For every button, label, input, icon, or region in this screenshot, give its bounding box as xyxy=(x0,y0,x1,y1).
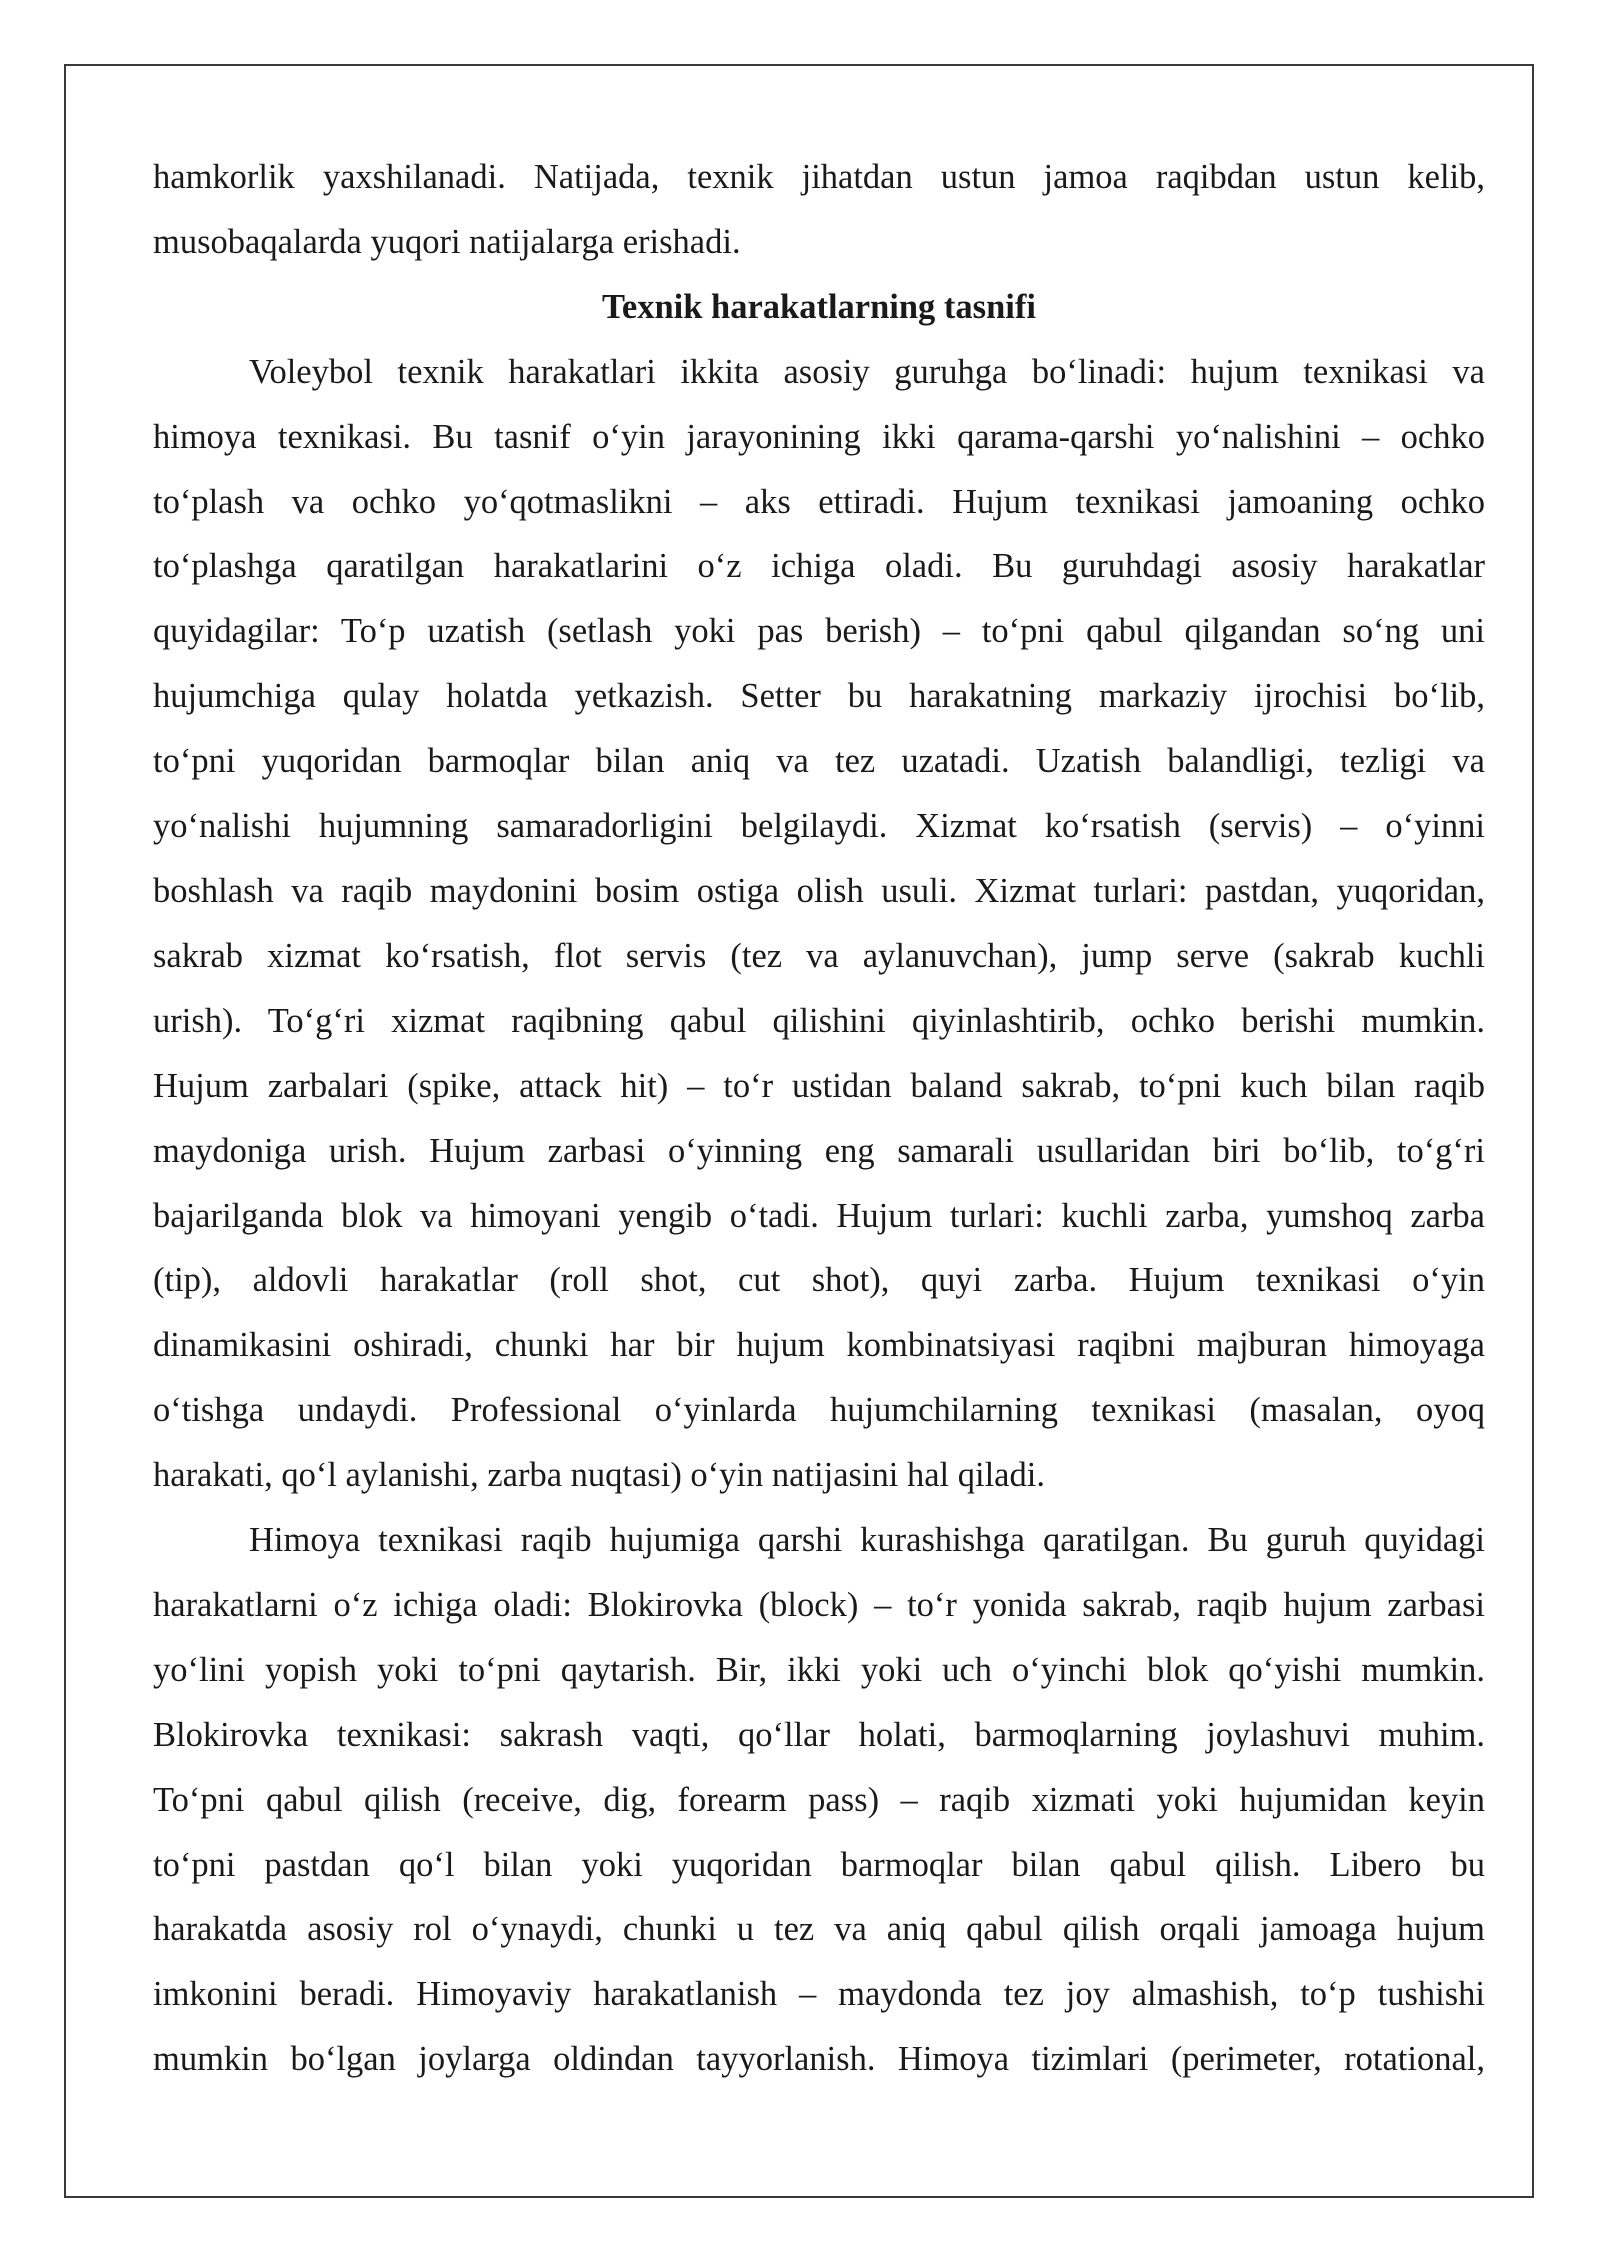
text-line: To‘pni qabul qilish (receive, dig, forearm pass) – raqib xizmati yoki hujumidan keyin xyxy=(153,1780,1485,1819)
text-line: Hujum zarbalari (spike, attack hit) – to‘r ustidan baland sakrab, to‘pni kuch bilan raqib xyxy=(153,1066,1485,1105)
text-line: harakatlarni o‘z ichiga oladi: Blokirovka (block) – to‘r yonida sakrab, raqib hujum zarbasi xyxy=(153,1585,1485,1624)
section-heading: Texnik harakatlarning tasnifi xyxy=(602,287,1036,326)
text-line: yo‘nalishi hujumning samaradorligini belgilaydi. Xizmat ko‘rsatish (servis) – o‘yinni xyxy=(153,807,1485,846)
text-line: Himoya texnikasi raqib hujumiga qarshi kurashishga qaratilgan. Bu guruh quyidagi xyxy=(249,1521,1485,1560)
text-line: harakatda asosiy rol o‘ynaydi, chunki u tez va aniq qabul qilish orqali jamoaga hujum xyxy=(153,1910,1485,1949)
text-line: sakrab xizmat ko‘rsatish, flot servis (tez va aylanuvchan), jump serve (sakrab kuchli xyxy=(153,936,1485,975)
text-line: o‘tishga undaydi. Professional o‘yinlarda hujumchilarning texnikasi (masalan, oyoq xyxy=(153,1391,1485,1430)
text-line: imkonini beradi. Himoyaviy harakatlanish – maydonda tez joy almashish, to‘p tushishi xyxy=(153,1975,1485,2014)
text-line: quyidagilar: To‘p uzatish (setlash yoki pas berish) – to‘pni qabul qilgandan so‘ng uni xyxy=(153,612,1485,651)
text-line: boshlash va raqib maydonini bosim ostiga olish usuli. Xizmat turlari: pastdan, yuqoridan, xyxy=(153,871,1485,910)
text-line: mumkin bo‘lgan joylarga oldindan tayyorlanish. Himoya tizimlari (perimeter, rotational, xyxy=(153,2040,1485,2079)
paragraph-3 xyxy=(153,1508,1485,2092)
text-line: hamkorlik yaxshilanadi. Natijada, texnik jihatdan ustun jamoa raqibdan ustun kelib, xyxy=(153,158,1485,196)
text-line: to‘plashga qaratilgan harakatlarini o‘z ichiga oladi. Bu guruhdagi asosiy harakatlar xyxy=(153,547,1485,586)
text-line: dinamikasini oshiradi, chunki har bir hujum kombinatsiyasi raqibni majburan himoyaga xyxy=(153,1326,1485,1365)
text-line: harakati, qo‘l aylanishi, zarba nuqtasi) o‘yin natijasini hal qiladi. xyxy=(153,1456,1045,1495)
text-line: yo‘lini yopish yoki to‘pni qaytarish. Bir, ikki yoki uch o‘yinchi blok qo‘yishi mumkin. xyxy=(153,1650,1485,1689)
text-line: musobaqalarda yuqori natijalarga erishadi. xyxy=(153,222,741,261)
text-line: urish). To‘g‘ri xizmat raqibning qabul qilishini qiyinlashtirib, ochko berishi mumkin. xyxy=(153,1001,1485,1040)
paragraph-1 xyxy=(153,145,1485,275)
text-line: bajarilganda blok va himoyani yengib o‘tadi. Hujum turlari: kuchli zarba, yumshoq zarba xyxy=(153,1196,1485,1235)
text-line: to‘pni yuqoridan barmoqlar bilan aniq va tez uzatadi. Uzatish balandligi, tezligi va xyxy=(153,742,1485,781)
text-line: himoya texnikasi. Bu tasnif o‘yin jarayonining ikki qarama-qarshi yo‘nalishini – ochko xyxy=(153,417,1485,456)
text-line: Voleybol texnik harakatlari ikkita asosiy guruhga bo‘linadi: hujum texnikasi va xyxy=(249,352,1485,391)
text-line: to‘plash va ochko yo‘qotmaslikni – aks ettiradi. Hujum texnikasi jamoaning ochko xyxy=(153,482,1485,521)
paragraph-2 xyxy=(153,340,1485,1508)
document-body xyxy=(153,145,1485,2092)
text-line: maydoniga urish. Hujum zarbasi o‘yinning eng samarali usullaridan biri bo‘lib, to‘g‘ri xyxy=(153,1131,1485,1170)
text-line: to‘pni pastdan qo‘l bilan yoki yuqoridan barmoqlar bilan qabul qilish. Libero bu xyxy=(153,1845,1485,1884)
text-line: hujumchiga qulay holatda yetkazish. Setter bu harakatning markaziy ijrochisi bo‘lib, xyxy=(153,677,1485,716)
text-line: (tip), aldovli harakatlar (roll shot, cut shot), quyi zarba. Hujum texnikasi o‘yin xyxy=(153,1261,1485,1300)
text-line: Blokirovka texnikasi: sakrash vaqti, qo‘llar holati, barmoqlarning joylashuvi muhim. xyxy=(153,1715,1485,1754)
